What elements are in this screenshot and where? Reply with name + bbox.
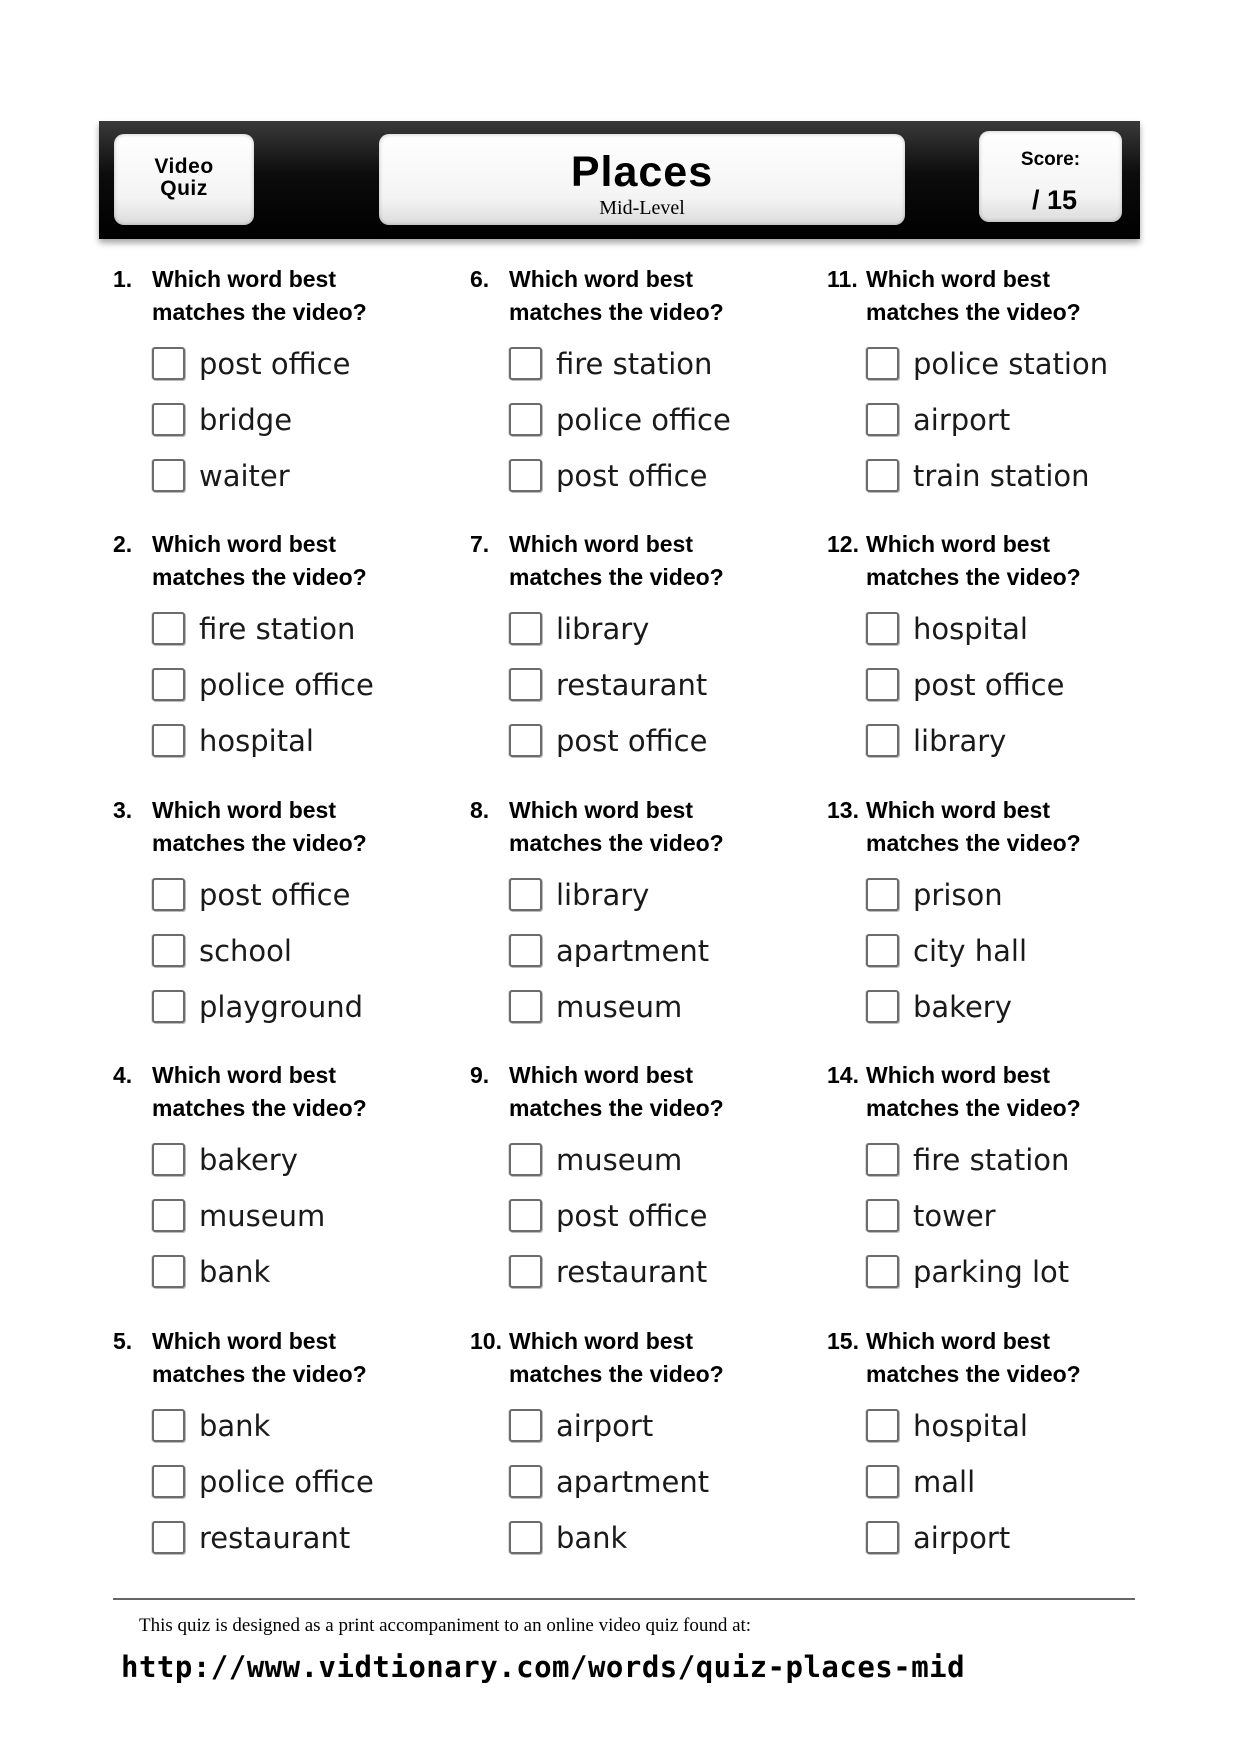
answer-option[interactable] bbox=[152, 666, 452, 706]
answer-checkbox[interactable] bbox=[152, 990, 185, 1023]
page-subtitle: Mid-Level bbox=[599, 197, 685, 219]
answer-checkbox[interactable] bbox=[866, 1143, 899, 1176]
answer-option[interactable] bbox=[509, 1141, 809, 1181]
question-prompt-line: Which word best bbox=[152, 531, 336, 557]
question-prompt-line: Which word best bbox=[866, 797, 1050, 823]
question-prompt-line: matches the video? bbox=[152, 1361, 367, 1387]
question-prompt-line: matches the video? bbox=[509, 830, 724, 856]
question-prompt-line: Which word best bbox=[152, 266, 336, 292]
question-11 bbox=[827, 263, 1167, 503]
answer-checkbox[interactable] bbox=[152, 1199, 185, 1232]
answer-option[interactable] bbox=[866, 1463, 1166, 1503]
question-prompt-line: matches the video? bbox=[152, 1095, 367, 1121]
question-prompt-line: matches the video? bbox=[509, 299, 724, 325]
answer-checkbox[interactable] bbox=[509, 1521, 542, 1554]
answer-checkbox[interactable] bbox=[152, 459, 185, 492]
answer-option[interactable] bbox=[866, 1141, 1166, 1181]
answer-option[interactable] bbox=[152, 345, 452, 385]
answer-option[interactable] bbox=[509, 988, 809, 1028]
answer-option-label: post office bbox=[556, 459, 708, 493]
question-10 bbox=[470, 1325, 810, 1565]
answer-checkbox[interactable] bbox=[866, 347, 899, 380]
question-number: 7. bbox=[470, 531, 490, 557]
answer-option-label: tower bbox=[913, 1199, 996, 1233]
answer-option[interactable] bbox=[866, 457, 1166, 497]
answer-option[interactable] bbox=[509, 345, 809, 385]
answer-option[interactable] bbox=[152, 401, 452, 441]
question-prompt bbox=[509, 263, 809, 329]
answer-option[interactable] bbox=[152, 722, 452, 762]
answer-option-label: library bbox=[556, 612, 650, 646]
answer-option[interactable] bbox=[866, 1197, 1166, 1237]
answer-option-label: post office bbox=[199, 878, 351, 912]
answer-option-label: airport bbox=[913, 1521, 1011, 1555]
badge-line-1: Video bbox=[154, 155, 214, 178]
answer-checkbox[interactable] bbox=[152, 934, 185, 967]
score-total: / 15 bbox=[1031, 185, 1078, 215]
answer-option[interactable] bbox=[152, 1141, 452, 1181]
answer-option-label: city hall bbox=[913, 934, 1028, 968]
answer-option[interactable] bbox=[866, 610, 1166, 650]
question-prompt-line: matches the video? bbox=[866, 1095, 1081, 1121]
question-prompt-line: Which word best bbox=[509, 531, 693, 557]
question-prompt bbox=[152, 528, 452, 594]
answer-option-label: bank bbox=[556, 1521, 628, 1555]
question-2 bbox=[113, 528, 453, 768]
question-prompt-line: Which word best bbox=[866, 1062, 1050, 1088]
question-prompt-line: matches the video? bbox=[866, 830, 1081, 856]
answer-checkbox[interactable] bbox=[866, 990, 899, 1023]
answer-option[interactable] bbox=[509, 722, 809, 762]
answer-checkbox[interactable] bbox=[866, 724, 899, 757]
answer-checkbox[interactable] bbox=[866, 668, 899, 701]
answer-option[interactable] bbox=[866, 722, 1166, 762]
question-prompt bbox=[866, 794, 1166, 860]
answer-option[interactable] bbox=[509, 932, 809, 972]
answer-option-label: playground bbox=[199, 990, 364, 1024]
question-number: 9. bbox=[470, 1062, 490, 1088]
footer-url[interactable]: http://www.vidtionary.com/words/quiz-places-mid bbox=[121, 1650, 966, 1684]
answer-option[interactable] bbox=[866, 932, 1166, 972]
answer-checkbox[interactable] bbox=[509, 1255, 542, 1288]
answer-option[interactable] bbox=[152, 876, 452, 916]
answer-option[interactable] bbox=[152, 1253, 452, 1293]
question-number: 10. bbox=[470, 1328, 502, 1354]
answer-option-label: hospital bbox=[199, 724, 314, 758]
answer-option-label: apartment bbox=[556, 934, 710, 968]
answer-checkbox[interactable] bbox=[509, 724, 542, 757]
question-14 bbox=[827, 1059, 1167, 1299]
answer-option-label: bakery bbox=[199, 1143, 298, 1177]
question-number: 13. bbox=[827, 797, 859, 823]
answer-checkbox[interactable] bbox=[509, 403, 542, 436]
answer-option[interactable] bbox=[509, 1463, 809, 1503]
answer-checkbox[interactable] bbox=[509, 934, 542, 967]
answer-option-label: restaurant bbox=[199, 1521, 351, 1555]
question-number: 14. bbox=[827, 1062, 859, 1088]
question-prompt-line: Which word best bbox=[152, 1328, 336, 1354]
question-prompt-line: Which word best bbox=[509, 266, 693, 292]
question-prompt-line: matches the video? bbox=[866, 564, 1081, 590]
question-prompt-line: Which word best bbox=[509, 1062, 693, 1088]
question-prompt bbox=[152, 1325, 452, 1391]
answer-checkbox[interactable] bbox=[509, 347, 542, 380]
answer-checkbox[interactable] bbox=[152, 1521, 185, 1554]
answer-option-label: waiter bbox=[199, 459, 290, 493]
question-prompt-line: matches the video? bbox=[866, 1361, 1081, 1387]
question-prompt-line: matches the video? bbox=[152, 299, 367, 325]
answer-checkbox[interactable] bbox=[152, 403, 185, 436]
answer-checkbox[interactable] bbox=[152, 878, 185, 911]
answer-option-label: police office bbox=[199, 1465, 374, 1499]
question-prompt bbox=[152, 1059, 452, 1125]
question-prompt bbox=[509, 1325, 809, 1391]
answer-option[interactable] bbox=[866, 1519, 1166, 1559]
score-panel bbox=[979, 131, 1122, 222]
question-prompt bbox=[866, 528, 1166, 594]
answer-option[interactable] bbox=[152, 1407, 452, 1447]
question-prompt bbox=[152, 263, 452, 329]
answer-checkbox[interactable] bbox=[152, 612, 185, 645]
answer-option-label: fire station bbox=[556, 347, 713, 381]
question-prompt bbox=[152, 794, 452, 860]
question-12 bbox=[827, 528, 1167, 768]
answer-option[interactable] bbox=[509, 1407, 809, 1447]
answer-option[interactable] bbox=[509, 1519, 809, 1559]
question-13 bbox=[827, 794, 1167, 1034]
answer-option[interactable] bbox=[866, 345, 1166, 385]
answer-option-label: train station bbox=[913, 459, 1090, 493]
question-8 bbox=[470, 794, 810, 1034]
question-prompt bbox=[866, 263, 1166, 329]
question-prompt-line: Which word best bbox=[866, 1328, 1050, 1354]
answer-option[interactable] bbox=[152, 988, 452, 1028]
answer-option-label: airport bbox=[556, 1409, 654, 1443]
answer-checkbox[interactable] bbox=[866, 1255, 899, 1288]
question-number: 1. bbox=[113, 266, 133, 292]
answer-option-label: bank bbox=[199, 1409, 271, 1443]
answer-option-label: hospital bbox=[913, 1409, 1028, 1443]
answer-option-label: post office bbox=[913, 668, 1065, 702]
question-prompt-line: matches the video? bbox=[152, 830, 367, 856]
question-prompt-line: matches the video? bbox=[509, 564, 724, 590]
answer-checkbox[interactable] bbox=[152, 347, 185, 380]
answer-checkbox[interactable] bbox=[866, 934, 899, 967]
question-prompt bbox=[509, 794, 809, 860]
answer-option[interactable] bbox=[509, 876, 809, 916]
answer-option[interactable] bbox=[866, 1407, 1166, 1447]
answer-option[interactable] bbox=[152, 610, 452, 650]
answer-checkbox[interactable] bbox=[866, 1521, 899, 1554]
answer-option-label: police station bbox=[913, 347, 1109, 381]
answer-checkbox[interactable] bbox=[866, 1465, 899, 1498]
question-5 bbox=[113, 1325, 453, 1565]
answer-checkbox[interactable] bbox=[152, 1409, 185, 1442]
answer-option[interactable] bbox=[509, 457, 809, 497]
answer-option-label: airport bbox=[913, 403, 1011, 437]
question-number: 2. bbox=[113, 531, 133, 557]
answer-checkbox[interactable] bbox=[152, 668, 185, 701]
title-panel bbox=[379, 134, 905, 225]
answer-checkbox[interactable] bbox=[866, 403, 899, 436]
answer-option-label: library bbox=[556, 878, 650, 912]
answer-option-label: apartment bbox=[556, 1465, 710, 1499]
question-number: 5. bbox=[113, 1328, 133, 1354]
footer-note: This quiz is designed as a print accompaniment to an online video quiz found at: bbox=[139, 1615, 752, 1636]
answer-checkbox[interactable] bbox=[866, 1199, 899, 1232]
answer-option[interactable] bbox=[866, 876, 1166, 916]
answer-option-label: bakery bbox=[913, 990, 1012, 1024]
answer-option[interactable] bbox=[509, 1197, 809, 1237]
answer-option-label: prison bbox=[913, 878, 1003, 912]
answer-option-label: hospital bbox=[913, 612, 1028, 646]
answer-option-label: post office bbox=[199, 347, 351, 381]
answer-checkbox[interactable] bbox=[509, 1465, 542, 1498]
answer-option[interactable] bbox=[866, 1253, 1166, 1293]
answer-option[interactable] bbox=[152, 932, 452, 972]
video-quiz-badge bbox=[114, 134, 254, 225]
answer-checkbox[interactable] bbox=[866, 459, 899, 492]
question-number: 6. bbox=[470, 266, 490, 292]
question-9 bbox=[470, 1059, 810, 1299]
question-number: 8. bbox=[470, 797, 490, 823]
quiz-header bbox=[99, 121, 1140, 239]
question-prompt-line: matches the video? bbox=[509, 1361, 724, 1387]
answer-option[interactable] bbox=[152, 1519, 452, 1559]
answer-checkbox[interactable] bbox=[152, 1255, 185, 1288]
question-number: 15. bbox=[827, 1328, 859, 1354]
answer-checkbox[interactable] bbox=[509, 878, 542, 911]
answer-option[interactable] bbox=[152, 1463, 452, 1503]
answer-option[interactable] bbox=[509, 610, 809, 650]
answer-option-label: museum bbox=[199, 1199, 326, 1233]
answer-checkbox[interactable] bbox=[152, 724, 185, 757]
answer-option[interactable] bbox=[152, 1197, 452, 1237]
footer-divider bbox=[113, 1598, 1135, 1600]
answer-option[interactable] bbox=[509, 1253, 809, 1293]
answer-option-label: post office bbox=[556, 724, 708, 758]
question-number: 4. bbox=[113, 1062, 133, 1088]
answer-option-label: police office bbox=[556, 403, 731, 437]
answer-checkbox[interactable] bbox=[509, 612, 542, 645]
question-prompt-line: Which word best bbox=[152, 797, 336, 823]
answer-option-label: bridge bbox=[199, 403, 293, 437]
question-prompt-line: matches the video? bbox=[866, 299, 1081, 325]
question-prompt-line: Which word best bbox=[866, 531, 1050, 557]
answer-checkbox[interactable] bbox=[509, 459, 542, 492]
question-prompt-line: Which word best bbox=[509, 797, 693, 823]
badge-line-2: Quiz bbox=[160, 177, 208, 200]
question-4 bbox=[113, 1059, 453, 1299]
answer-option[interactable] bbox=[152, 457, 452, 497]
answer-checkbox[interactable] bbox=[152, 1465, 185, 1498]
answer-checkbox[interactable] bbox=[866, 1409, 899, 1442]
answer-option-label: restaurant bbox=[556, 668, 708, 702]
answer-option-label: parking lot bbox=[913, 1255, 1070, 1289]
question-1 bbox=[113, 263, 453, 503]
answer-option-label: restaurant bbox=[556, 1255, 708, 1289]
answer-checkbox[interactable] bbox=[509, 1409, 542, 1442]
answer-checkbox[interactable] bbox=[866, 878, 899, 911]
answer-option-label: museum bbox=[556, 1143, 683, 1177]
question-6 bbox=[470, 263, 810, 503]
question-prompt bbox=[866, 1059, 1166, 1125]
score-label: Score: bbox=[1020, 149, 1081, 170]
question-prompt-line: matches the video? bbox=[509, 1095, 724, 1121]
answer-option-label: post office bbox=[556, 1199, 708, 1233]
answer-checkbox[interactable] bbox=[509, 1199, 542, 1232]
answer-checkbox[interactable] bbox=[866, 612, 899, 645]
page-title: Places bbox=[570, 148, 714, 196]
answer-option[interactable] bbox=[866, 666, 1166, 706]
question-prompt bbox=[866, 1325, 1166, 1391]
answer-checkbox[interactable] bbox=[509, 668, 542, 701]
answer-checkbox[interactable] bbox=[509, 1143, 542, 1176]
answer-checkbox[interactable] bbox=[509, 990, 542, 1023]
question-prompt bbox=[509, 528, 809, 594]
question-15 bbox=[827, 1325, 1167, 1565]
answer-option-label: fire station bbox=[199, 612, 356, 646]
question-prompt-line: Which word best bbox=[152, 1062, 336, 1088]
answer-option-label: fire station bbox=[913, 1143, 1070, 1177]
question-number: 12. bbox=[827, 531, 859, 557]
question-3 bbox=[113, 794, 453, 1034]
question-number: 11. bbox=[827, 266, 858, 292]
answer-option-label: police office bbox=[199, 668, 374, 702]
answer-option-label: school bbox=[199, 934, 292, 968]
answer-option[interactable] bbox=[509, 401, 809, 441]
question-prompt-line: matches the video? bbox=[152, 564, 367, 590]
answer-checkbox[interactable] bbox=[152, 1143, 185, 1176]
question-prompt-line: Which word best bbox=[866, 266, 1050, 292]
question-7 bbox=[470, 528, 810, 768]
answer-option-label: mall bbox=[913, 1465, 976, 1499]
answer-option[interactable] bbox=[866, 988, 1166, 1028]
question-prompt-line: Which word best bbox=[509, 1328, 693, 1354]
answer-option-label: museum bbox=[556, 990, 683, 1024]
answer-option[interactable] bbox=[866, 401, 1166, 441]
question-number: 3. bbox=[113, 797, 133, 823]
question-prompt bbox=[509, 1059, 809, 1125]
answer-option-label: library bbox=[913, 724, 1007, 758]
answer-option-label: bank bbox=[199, 1255, 271, 1289]
answer-option[interactable] bbox=[509, 666, 809, 706]
